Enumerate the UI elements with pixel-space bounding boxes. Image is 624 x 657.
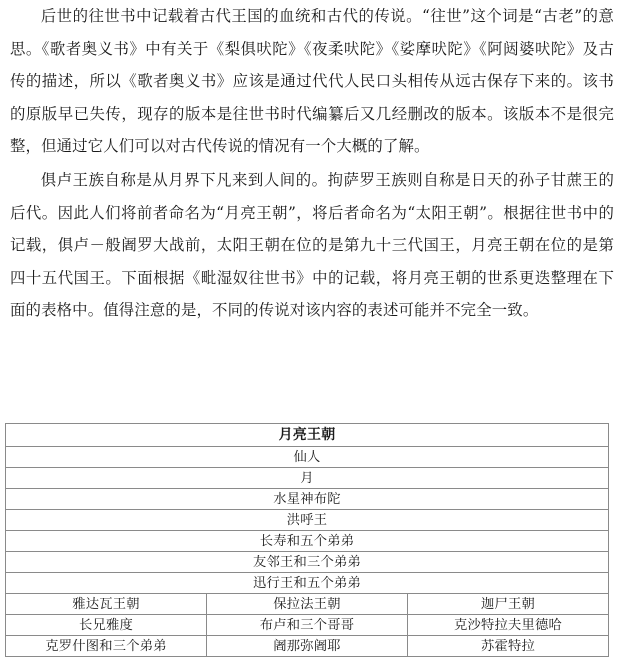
dynasty-table-container bbox=[5, 423, 609, 657]
table-row bbox=[6, 531, 609, 552]
table-title-cell: 月亮王朝 bbox=[6, 424, 609, 447]
table-cell-single: 友邻王和三个弟弟 bbox=[6, 552, 609, 573]
table-row bbox=[6, 468, 609, 489]
table-cell: 长兄雅度 bbox=[6, 615, 207, 636]
table-cell-single: 长寿和五个弟弟 bbox=[6, 531, 609, 552]
table-row bbox=[6, 594, 609, 615]
table-row bbox=[6, 573, 609, 594]
table-row bbox=[6, 489, 609, 510]
table-cell: 保拉法王朝 bbox=[207, 594, 408, 615]
table-cell: 阇那弥阇耶 bbox=[207, 636, 408, 657]
table-cell: 苏霍特拉 bbox=[408, 636, 609, 657]
table-cell: 克罗什图和三个弟弟 bbox=[6, 636, 207, 657]
table-cell: 迦尸王朝 bbox=[408, 594, 609, 615]
table-row bbox=[6, 510, 609, 531]
table-header-row bbox=[6, 424, 609, 447]
table-cell: 克沙特拉夫里德哈 bbox=[408, 615, 609, 636]
paragraph-2: 俱卢王族自称是从月界下凡来到人间的。拘萨罗王族则自称是日天的孙子甘蔗王的后代。因此人们将前者命名为“月亮王朝”，将后者命名为“太阳王朝”。根据往世书中的记载，俱卢－般阇罗大战前，太阳王朝在位的是第九十三代国王，月亮王朝在位的是第四十五代国王。下面根据《毗湿奴往世书》中的记载，将月亮王朝的世系更迭整理在下面的表格中。值得注意的是，不同的传说对该内容的表述可能并不完全一致。 bbox=[10, 170, 614, 320]
dynasty-table-body bbox=[6, 424, 609, 657]
table-row bbox=[6, 447, 609, 468]
table-row bbox=[6, 552, 609, 573]
paragraph-1: 后世的往世书中记载着古代王国的血统和古代的传说。“往世”这个词是“古老”的意思。《歌者奥义书》中有关于《梨俱吠陀》《夜柔吠陀》《娑摩吠陀》《阿闼婆吠陀》及古传的描述，所以《歌者奥义书》应该是通过代代人民口头相传从远古保存下来的。该书的原版早已失传，现存的版本是往世书时代编纂后又几经删改的版本。该版本不是很完整，但通过它人们可以对古代传说的情况有一个大概的了解。 bbox=[10, 7, 614, 156]
table-cell-single: 洪呼王 bbox=[6, 510, 609, 531]
table-cell: 布卢和三个哥哥 bbox=[207, 615, 408, 636]
body-text bbox=[0, 0, 624, 327]
table-cell-single: 仙人 bbox=[6, 447, 609, 468]
table-cell: 雅达瓦王朝 bbox=[6, 594, 207, 615]
table-row bbox=[6, 615, 609, 636]
table-cell-single: 水星神布陀 bbox=[6, 489, 609, 510]
dynasty-table bbox=[5, 423, 609, 657]
table-cell-single: 月 bbox=[6, 468, 609, 489]
table-row bbox=[6, 636, 609, 657]
table-cell-single: 迅行王和五个弟弟 bbox=[6, 573, 609, 594]
